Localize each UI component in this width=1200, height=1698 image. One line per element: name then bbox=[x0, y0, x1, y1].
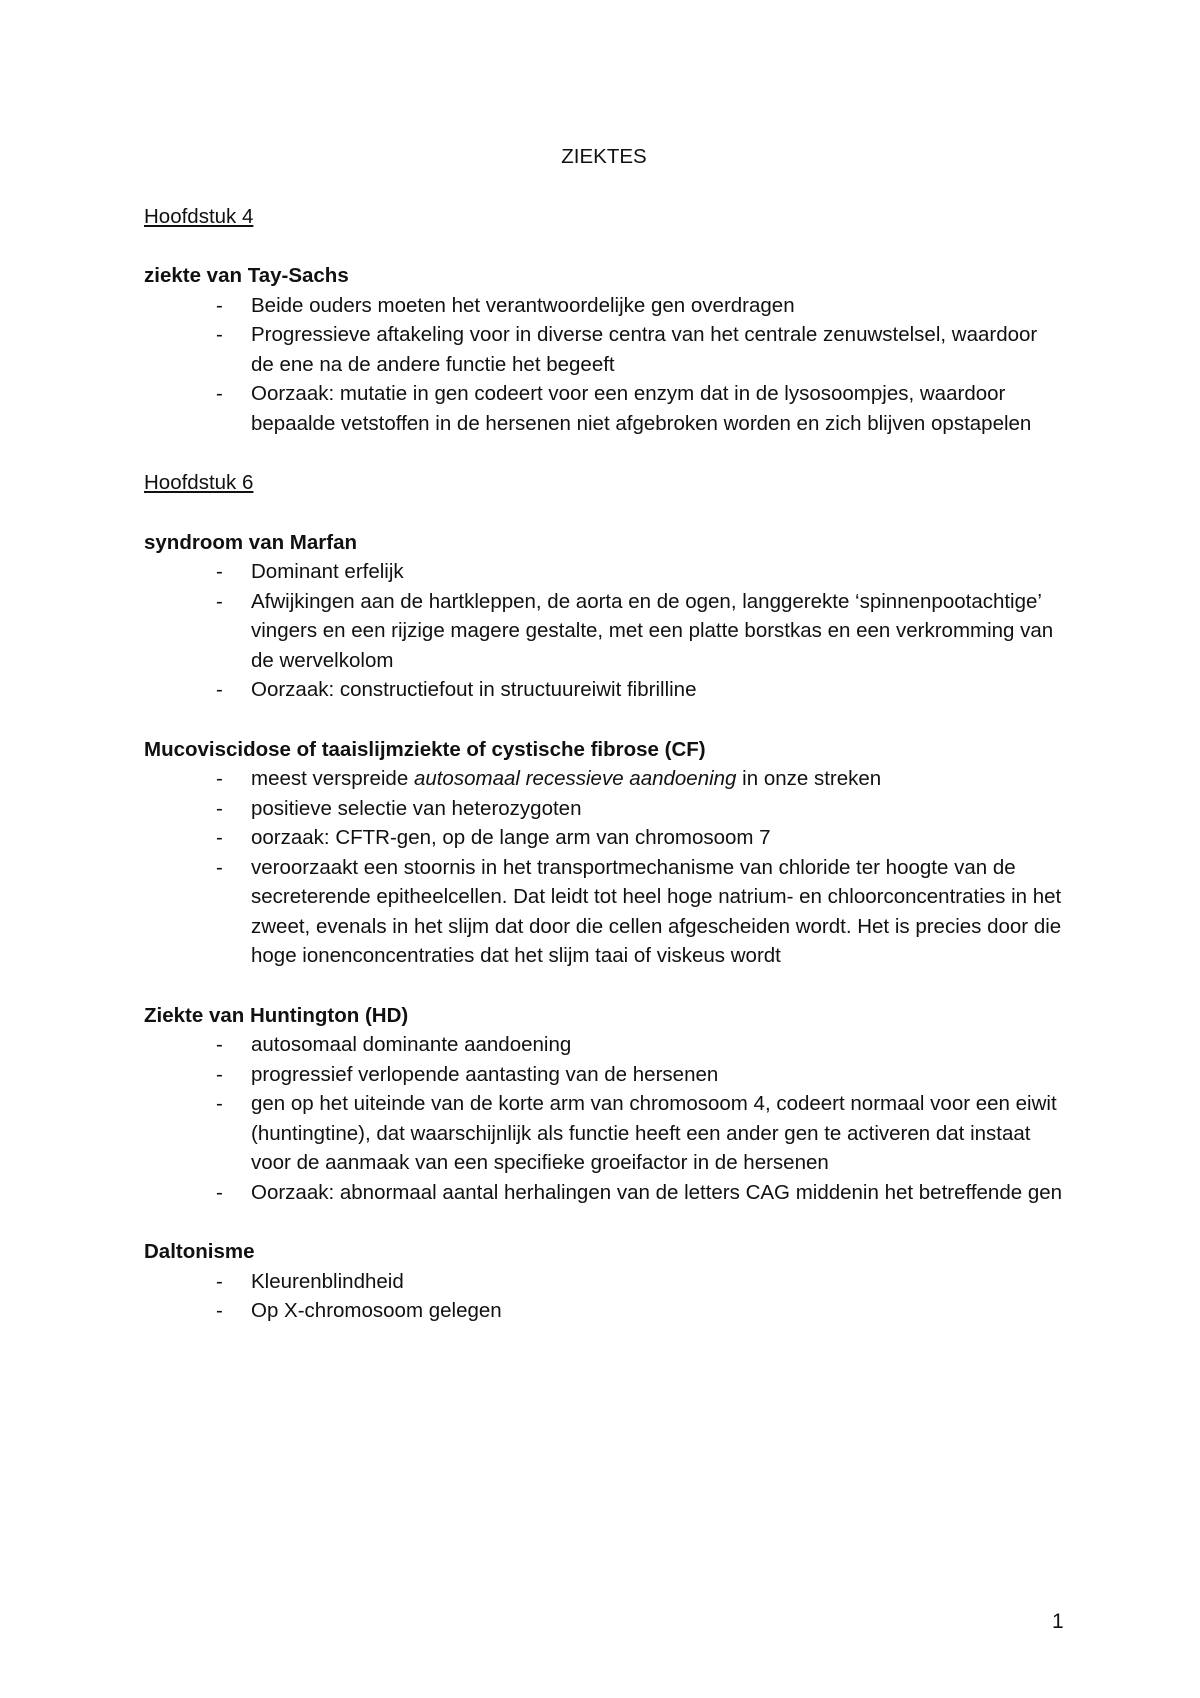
bullet-list bbox=[144, 557, 1064, 705]
chapter-heading: Hoofdstuk 4 bbox=[144, 204, 254, 228]
chapters-container bbox=[144, 202, 1064, 1326]
list-item bbox=[144, 587, 1064, 676]
dash-bullet: - bbox=[216, 1299, 223, 1322]
dash-bullet: - bbox=[216, 293, 223, 317]
chapter-heading: Hoofdstuk 6 bbox=[144, 471, 254, 494]
list-item-text: Afwijkingen aan de hartkleppen, de aorta en de ogen, langgerekte ‘spinnenpootachtige’ vingers en een rijzige magere gestalte, met een platte borstkas en een verkromming van de wervelkolom bbox=[251, 589, 1054, 672]
dash-bullet: - bbox=[216, 855, 223, 879]
dash-bullet: - bbox=[216, 1062, 223, 1086]
dash-bullet: - bbox=[216, 767, 223, 790]
dash-bullet: - bbox=[216, 560, 223, 583]
list-item-text: gen op het uiteinde van de korte arm van chromosoom 4, codeert normaal voor een eiwit (huntingtine), dat waarschijnlijk als functie heeft een ander gen te activeren dat instaat voor de aanmaak van een specifieke groeifactor in de hersenen bbox=[251, 1092, 1057, 1174]
list-item bbox=[144, 557, 1064, 587]
list-item bbox=[144, 379, 1064, 438]
list-item bbox=[144, 1030, 1064, 1060]
list-item-text: Progressieve aftakeling voor in diverse centra van het centrale zenuwstelsel, waardoor de ene na de andere functie het begeeft bbox=[251, 323, 1038, 376]
disease-title: Mucoviscidose of taaislijmziekte of cystische fibrose (CF) bbox=[144, 737, 706, 761]
disease-section bbox=[144, 1001, 1064, 1208]
list-item-emphasis: autosomaal recessieve aandoening bbox=[413, 767, 737, 790]
dash-bullet: - bbox=[216, 1092, 223, 1115]
list-item-text: progressief verlopende aantasting van de hersenen bbox=[251, 1062, 719, 1086]
list-item bbox=[144, 320, 1064, 379]
list-item-text: Oorzaak: abnormaal aantal herhalingen van de letters CAG middenin het betreffende gen bbox=[251, 1180, 1063, 1204]
disease-section bbox=[144, 735, 1064, 971]
list-item-text: Dominant erfelijk bbox=[251, 560, 404, 583]
bullet-list bbox=[144, 1267, 1064, 1326]
list-item-text: Oorzaak: constructiefout in structuureiwit fibrilline bbox=[251, 678, 697, 701]
dash-bullet: - bbox=[216, 589, 223, 613]
list-item bbox=[144, 1060, 1064, 1090]
dash-bullet: - bbox=[216, 323, 223, 346]
document-title: ZIEKTES bbox=[561, 145, 647, 168]
list-item-text: oorzaak: CFTR-gen, op de lange arm van chromosoom 7 bbox=[251, 826, 771, 849]
disease-section bbox=[144, 261, 1064, 438]
page-number: 1 bbox=[1052, 1610, 1064, 1633]
list-item bbox=[144, 291, 1064, 321]
dash-bullet: - bbox=[216, 382, 223, 405]
list-item-text: Beide ouders moeten het verantwoordelijke gen overdragen bbox=[251, 293, 795, 317]
list-item-text: veroorzaakt een stoornis in het transportmechanisme van chloride ter hoogte van de secreterende epitheelcellen. Dat leidt tot heel hoge natrium- en chloorconcentraties in het zweet, evenals in het slijm dat door die cellen afgescheiden wordt. Het is precies door die hoge ionenconcentraties dat het slijm taai of viskeus wordt bbox=[251, 855, 1062, 967]
disease-title: Daltonisme bbox=[144, 1240, 255, 1263]
list-item bbox=[144, 823, 1064, 853]
document-body bbox=[144, 142, 1064, 1356]
disease-title: Ziekte van Huntington (HD) bbox=[144, 1003, 409, 1027]
list-item-text: Oorzaak: mutatie in gen codeert voor een enzym dat in de lysosoompjes, waardoor bepaalde vetstoffen in de hersenen niet afgebroken worden en zich blijven opstapelen bbox=[251, 382, 1032, 435]
list-item bbox=[144, 794, 1064, 824]
list-item bbox=[144, 675, 1064, 705]
list-item bbox=[144, 1296, 1064, 1326]
dash-bullet: - bbox=[216, 796, 223, 820]
disease-title: ziekte van Tay-Sachs bbox=[144, 264, 349, 287]
dash-bullet: - bbox=[216, 826, 223, 849]
list-item bbox=[144, 1089, 1064, 1178]
bullet-list bbox=[144, 291, 1064, 439]
list-item-text: in onze streken bbox=[736, 767, 882, 790]
list-item-text: positieve selectie van heterozygoten bbox=[251, 796, 582, 820]
list-item-text: autosomaal dominante aandoening bbox=[251, 1033, 572, 1056]
bullet-list bbox=[144, 764, 1064, 971]
dash-bullet: - bbox=[216, 1033, 223, 1056]
list-item bbox=[144, 764, 1064, 794]
dash-bullet: - bbox=[216, 678, 223, 701]
list-item-text: Op X-chromosoom gelegen bbox=[251, 1299, 502, 1322]
disease-section bbox=[144, 1237, 1064, 1326]
list-item bbox=[144, 1178, 1064, 1208]
list-item-text: meest verspreide bbox=[251, 767, 414, 790]
list-item bbox=[144, 853, 1064, 971]
bullet-list bbox=[144, 1030, 1064, 1207]
list-item-text: Kleurenblindheid bbox=[251, 1269, 404, 1293]
dash-bullet: - bbox=[216, 1180, 223, 1204]
dash-bullet: - bbox=[216, 1269, 223, 1293]
disease-section bbox=[144, 528, 1064, 705]
list-item bbox=[144, 1267, 1064, 1297]
disease-title: syndroom van Marfan bbox=[144, 530, 358, 554]
